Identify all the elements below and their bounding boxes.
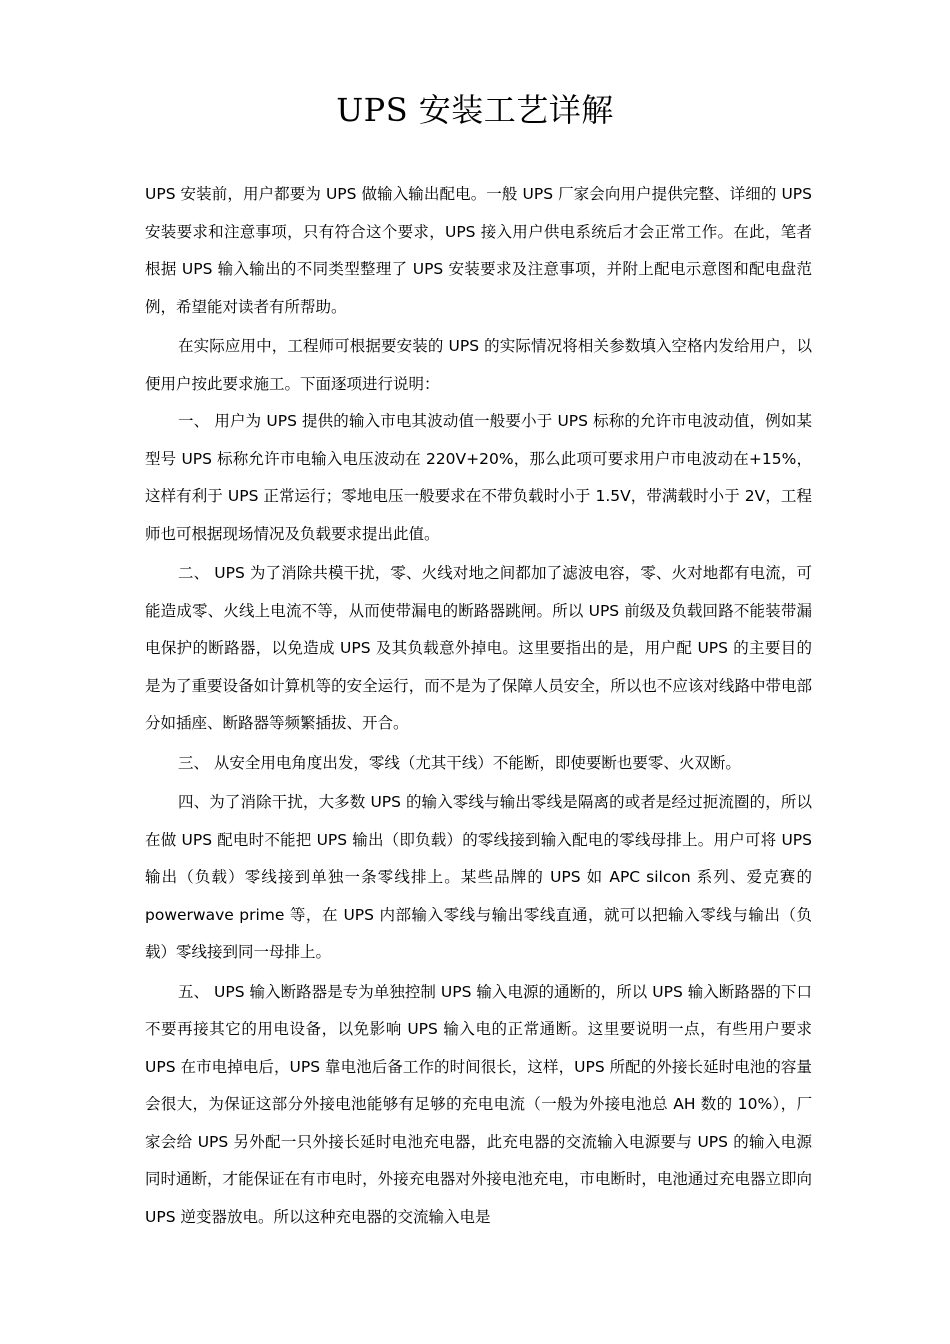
document-body bbox=[145, 176, 812, 1236]
paragraph-item-1: 一、 用户为 UPS 提供的输入市电其波动值一般要小于 UPS 标称的允许市电波动值，例如某型号 UPS 标称允许市电输入电压波动在 220V+20%，那么此项可要求用户市电波动在+15%，这样有利于 UPS 正常运行；零地电压一般要求在不带负载时小于 1.5V，带满载时小于 2V，工程师也可根据现场情况及负载要求提出此值。 bbox=[145, 412, 812, 543]
paragraph-intro: UPS 安装前，用户都要为 UPS 做输入输出配电。一般 UPS 厂家会向用户提供完整、详细的 UPS 安装要求和注意事项，只有符合这个要求，UPS 接入用户供电系统后才会正常工作。在此，笔者根据 UPS 输入输出的不同类型整理了 UPS 安装要求及注意事项，并附上配电示意图和配电盘范例，希望能对读者有所帮助。 bbox=[145, 185, 812, 316]
paragraph-usage: 在实际应用中，工程师可根据要安装的 UPS 的实际情况将相关参数填入空格内发给用户，以便用户按此要求施工。下面逐项进行说明： bbox=[145, 337, 812, 393]
paragraph-item-3: 三、 从安全用电角度出发，零线（尤其干线）不能断，即使要断也要零、火双断。 bbox=[178, 753, 741, 772]
paragraph-item-4: 四、为了消除干扰，大多数 UPS 的输入零线与输出零线是隔离的或者是经过扼流圈的，所以在做 UPS 配电时不能把 UPS 输出（即负载）的零线接到输入配电的零线母排上。用户可将 UPS 输出（负载）零线接到单独一条零线排上。某些品牌的 UPS 如 APC silcon 系列、爱克赛的 powerwave prime 等，在 UPS 内部输入零线与输出零线直通，就可以把输入零线与输出（负载）零线接到同一母排上。 bbox=[145, 793, 812, 961]
document-title: UPS 安装工艺详解 bbox=[336, 91, 614, 129]
paragraph-item-2: 二、 UPS 为了消除共模干扰，零、火线对地之间都加了滤波电容，零、火对地都有电流，可能造成零、火线上电流不等，从而使带漏电的断路器跳闸。所以 UPS 前级及负载回路不能装带漏电保护的断路器，以免造成 UPS 及其负载意外掉电。这里要指出的是，用户配 UPS 的主要目的是为了重要设备如计算机等的安全运行，而不是为了保障人员安全，所以也不应该对线路中带电部分如插座、断路器等频繁插拔、开合。 bbox=[145, 564, 812, 732]
paragraph-item-5: 五、 UPS 输入断路器是专为单独控制 UPS 输入电源的通断的，所以 UPS 输入断路器的下口不要再接其它的用电设备，以免影响 UPS 输入电的正常通断。这里要说明一点，有些用户要求 UPS 在市电掉电后，UPS 靠电池后备工作的时间很长，这样，UPS 所配的外接长延时电池的容量会很大，为保证这部分外接电池能够有足够的充电电流（一般为外接电池总 AH 数的 10%），厂家会给 UPS 另外配一只外接长延时电池充电器，此充电器的交流输入电源要与 UPS 的输入电源同时通断，才能保证在有市电时，外接充电器对外接电池充电，市电断时，电池通过充电器立即向 UPS 逆变器放电。所以这种充电器的交流输入电是 bbox=[145, 982, 812, 1226]
